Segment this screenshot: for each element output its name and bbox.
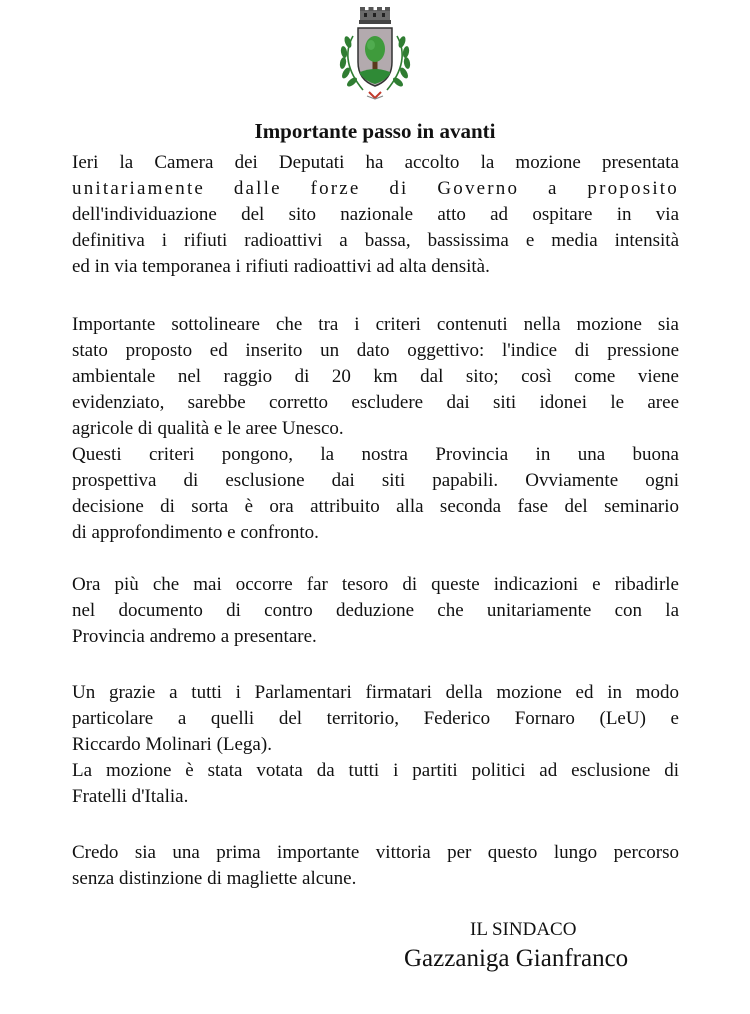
text-line: decisione di sorta è ora attribuito alla seconda fase del seminario [72, 496, 679, 517]
text-line: evidenziato, sarebbe corretto escludere dai siti idonei le aree [72, 392, 679, 413]
paragraph-closing [72, 840, 679, 892]
text-line: Riccardo Molinari (Lega). [72, 734, 272, 755]
signature-role: IL SINDACO [470, 919, 577, 940]
coat-of-arms-icon [329, 6, 421, 104]
text-line: agricole di qualità e le aree Unesco. [72, 418, 344, 439]
text-line: Provincia andremo a presentare. [72, 626, 317, 647]
text-line: nel documento di contro deduzione che unitariamente con la [72, 600, 679, 621]
text-line: ambientale nel raggio di 20 km dal sito; così come viene [72, 366, 679, 387]
text-line: di approfondimento e confronto. [72, 522, 319, 543]
paragraph-criteria [72, 312, 679, 546]
text-line: Credo sia una prima importante vittoria per questo lungo percorso [72, 842, 679, 863]
document-title: Importante passo in avanti [254, 119, 496, 143]
text-line: Ieri la Camera dei Deputati ha accolto la mozione presentata [72, 152, 679, 173]
text-line: La mozione è stata votata da tutti i partiti politici ad esclusione di [72, 760, 679, 781]
text-line: definitiva i rifiuti radioattivi a bassa, bassissima e media intensità [72, 230, 679, 251]
text-line: prospettiva di esclusione dai siti papabili. Ovviamente ogni [72, 470, 679, 491]
crown-icon [359, 7, 391, 24]
paragraph-thanks [72, 680, 679, 810]
signature-name: Gazzaniga Gianfranco [404, 945, 629, 972]
text-line: Importante sottolineare che tra i criteri contenuti nella mozione sia [72, 314, 679, 335]
text-line: particolare a quelli del territorio, Federico Fornaro (LeU) e [72, 708, 679, 729]
text-line: unitariamente dalle forze di Governo a proposito [72, 178, 679, 199]
text-line: Ora più che mai occorre far tesoro di queste indicazioni e ribadirle [72, 574, 679, 595]
text-line: Un grazie a tutti i Parlamentari firmatari della mozione ed in modo [72, 682, 679, 703]
shield-icon [358, 28, 392, 86]
text-line: Questi criteri pongono, la nostra Provincia in una buona [72, 444, 679, 465]
text-line: dell'individuazione del sito nazionale atto ad ospitare in via [72, 204, 679, 225]
text-line: Fratelli d'Italia. [72, 786, 189, 807]
text-line: stato proposto ed inserito un dato oggettivo: l'indice di pressione [72, 340, 679, 361]
paragraph-next-steps [72, 572, 679, 650]
text-line: senza distinzione di magliette alcune. [72, 868, 357, 889]
ribbon-icon [367, 92, 383, 99]
text-line: ed in via temporanea i rifiuti radioattivi ad alta densità. [72, 256, 490, 277]
paragraph-motion-approved [72, 150, 679, 280]
